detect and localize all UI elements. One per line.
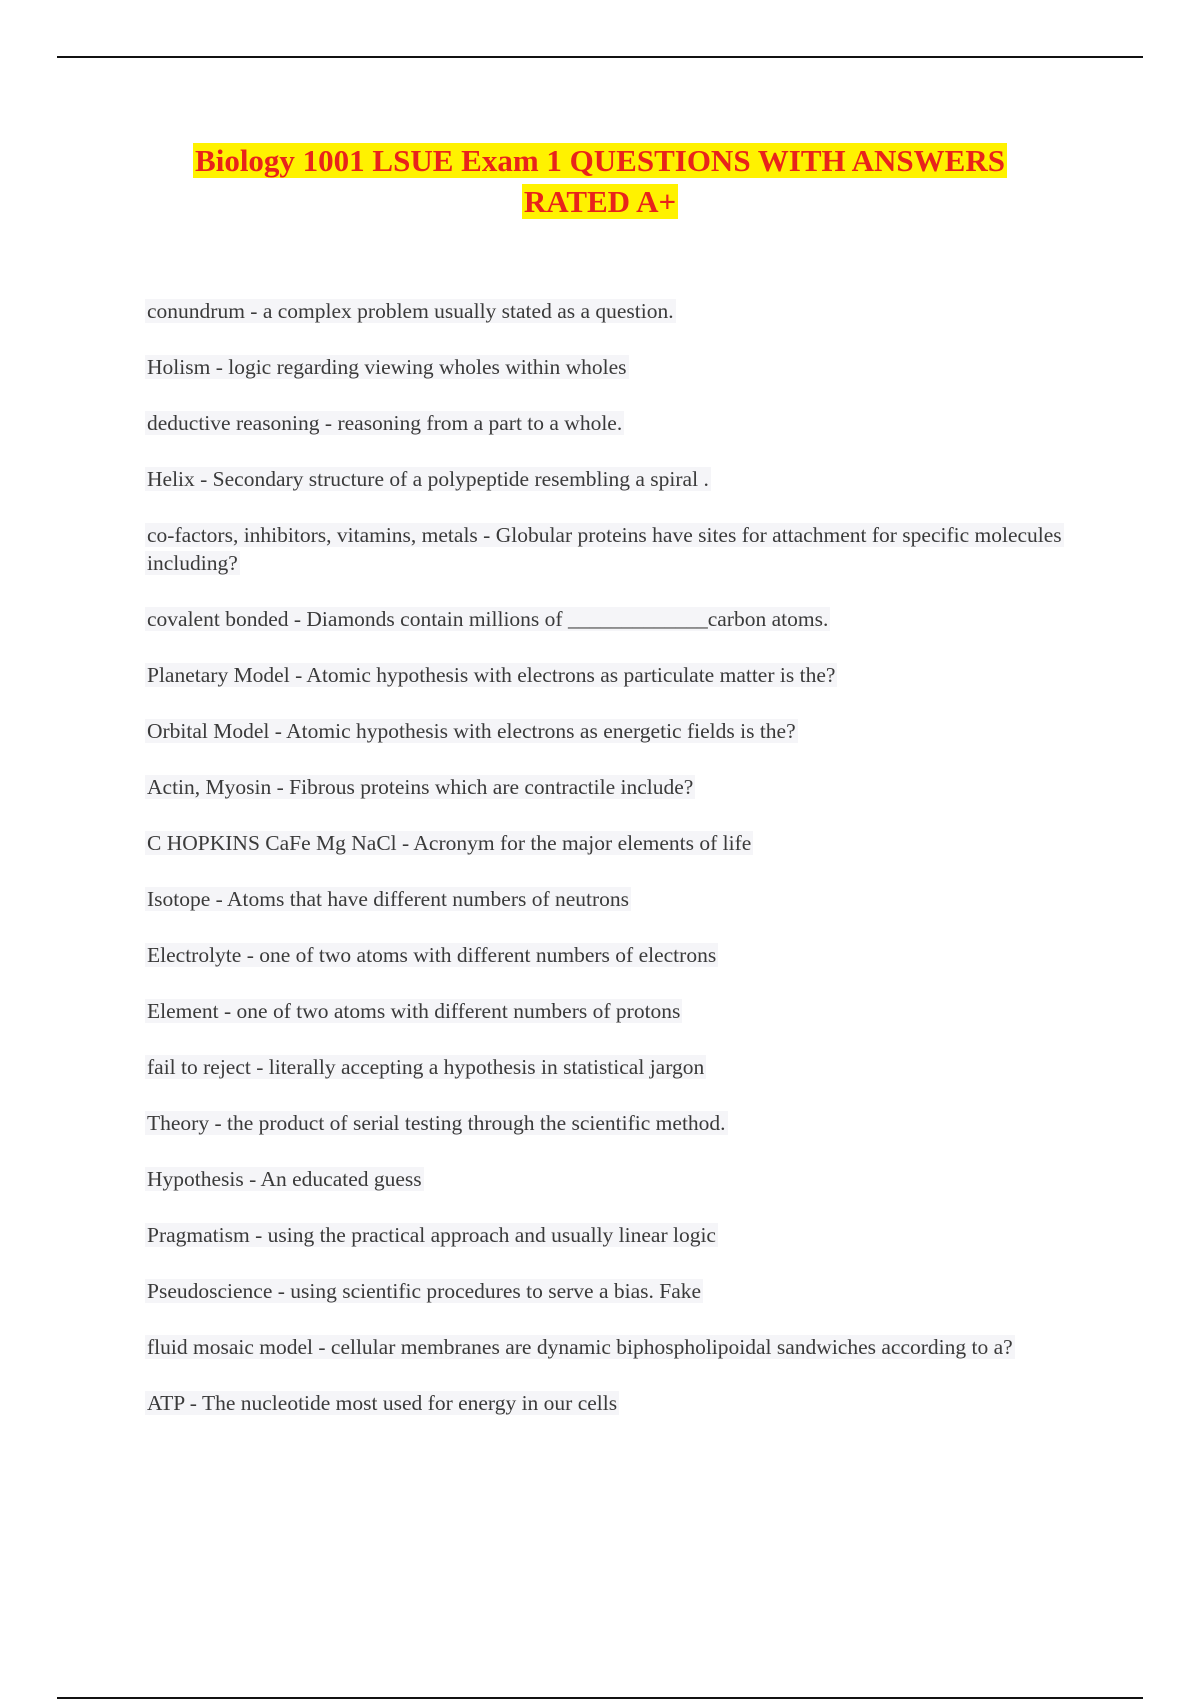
header-rule <box>57 56 1143 58</box>
list-item <box>145 997 1075 1025</box>
list-item <box>145 1165 1075 1193</box>
entry-text: Pragmatism - using the practical approach and usually linear logic <box>147 1223 716 1247</box>
entry-text: Theory - the product of serial testing through the scientific method. <box>147 1111 726 1135</box>
entry-text: Planetary Model - Atomic hypothesis with electrons as particulate matter is the? <box>147 663 836 687</box>
list-item <box>145 353 1075 381</box>
entry-text: deductive reasoning - reasoning from a part to a whole. <box>147 411 623 435</box>
entry-text: ATP - The nucleotide most used for energy in our cells <box>147 1391 618 1415</box>
list-item <box>145 717 1075 745</box>
entry-text: C HOPKINS CaFe Mg NaCl - Acronym for the major elements of life <box>147 831 752 855</box>
entry-text: Actin, Myosin - Fibrous proteins which are contractile include? <box>147 775 694 799</box>
list-item <box>145 297 1075 325</box>
entry-text: fluid mosaic model - cellular membranes are dynamic biphospholipoidal sandwiches according to a? <box>147 1335 1013 1359</box>
list-item <box>145 1389 1075 1417</box>
entry-text: Orbital Model - Atomic hypothesis with electrons as energetic fields is the? <box>147 719 796 743</box>
entry-text: Isotope - Atoms that have different numbers of neutrons <box>147 887 630 911</box>
question-answer-list <box>145 297 1075 1445</box>
document-title-line-2: RATED A+ <box>523 184 677 219</box>
list-item <box>145 1333 1075 1361</box>
entry-text: Element - one of two atoms with different numbers of protons <box>147 999 681 1023</box>
document-title-line-1: Biology 1001 LSUE Exam 1 QUESTIONS WITH ANSWERS <box>195 143 1005 178</box>
entry-text: covalent bonded - Diamonds contain millions of _____________carbon atoms. <box>147 607 829 631</box>
list-item <box>145 1277 1075 1305</box>
list-item <box>145 409 1075 437</box>
list-item <box>145 1053 1075 1081</box>
list-item <box>145 773 1075 801</box>
list-item <box>145 1221 1075 1249</box>
list-item <box>145 829 1075 857</box>
entry-text: Pseudoscience - using scientific procedures to serve a bias. Fake <box>147 1279 702 1303</box>
list-item <box>145 1109 1075 1137</box>
list-item <box>145 605 1075 633</box>
entry-text: co-factors, inhibitors, vitamins, metals - Globular proteins have sites for attachment for specific molecules including? <box>147 523 1062 575</box>
entry-text: Helix - Secondary structure of a polypeptide resembling a spiral . <box>147 467 709 491</box>
footer-rule <box>57 1697 1143 1699</box>
entry-text: fail to reject - literally accepting a hypothesis in statistical jargon <box>147 1055 705 1079</box>
list-item <box>145 941 1075 969</box>
entry-text: Hypothesis - An educated guess <box>147 1167 422 1191</box>
list-item <box>145 661 1075 689</box>
list-item <box>145 885 1075 913</box>
entry-text: Electrolyte - one of two atoms with different numbers of electrons <box>147 943 717 967</box>
document-title <box>100 140 1100 222</box>
entry-text: Holism - logic regarding viewing wholes within wholes <box>147 355 627 379</box>
list-item <box>145 521 1075 577</box>
list-item <box>145 465 1075 493</box>
entry-text: conundrum - a complex problem usually stated as a question. <box>147 299 674 323</box>
